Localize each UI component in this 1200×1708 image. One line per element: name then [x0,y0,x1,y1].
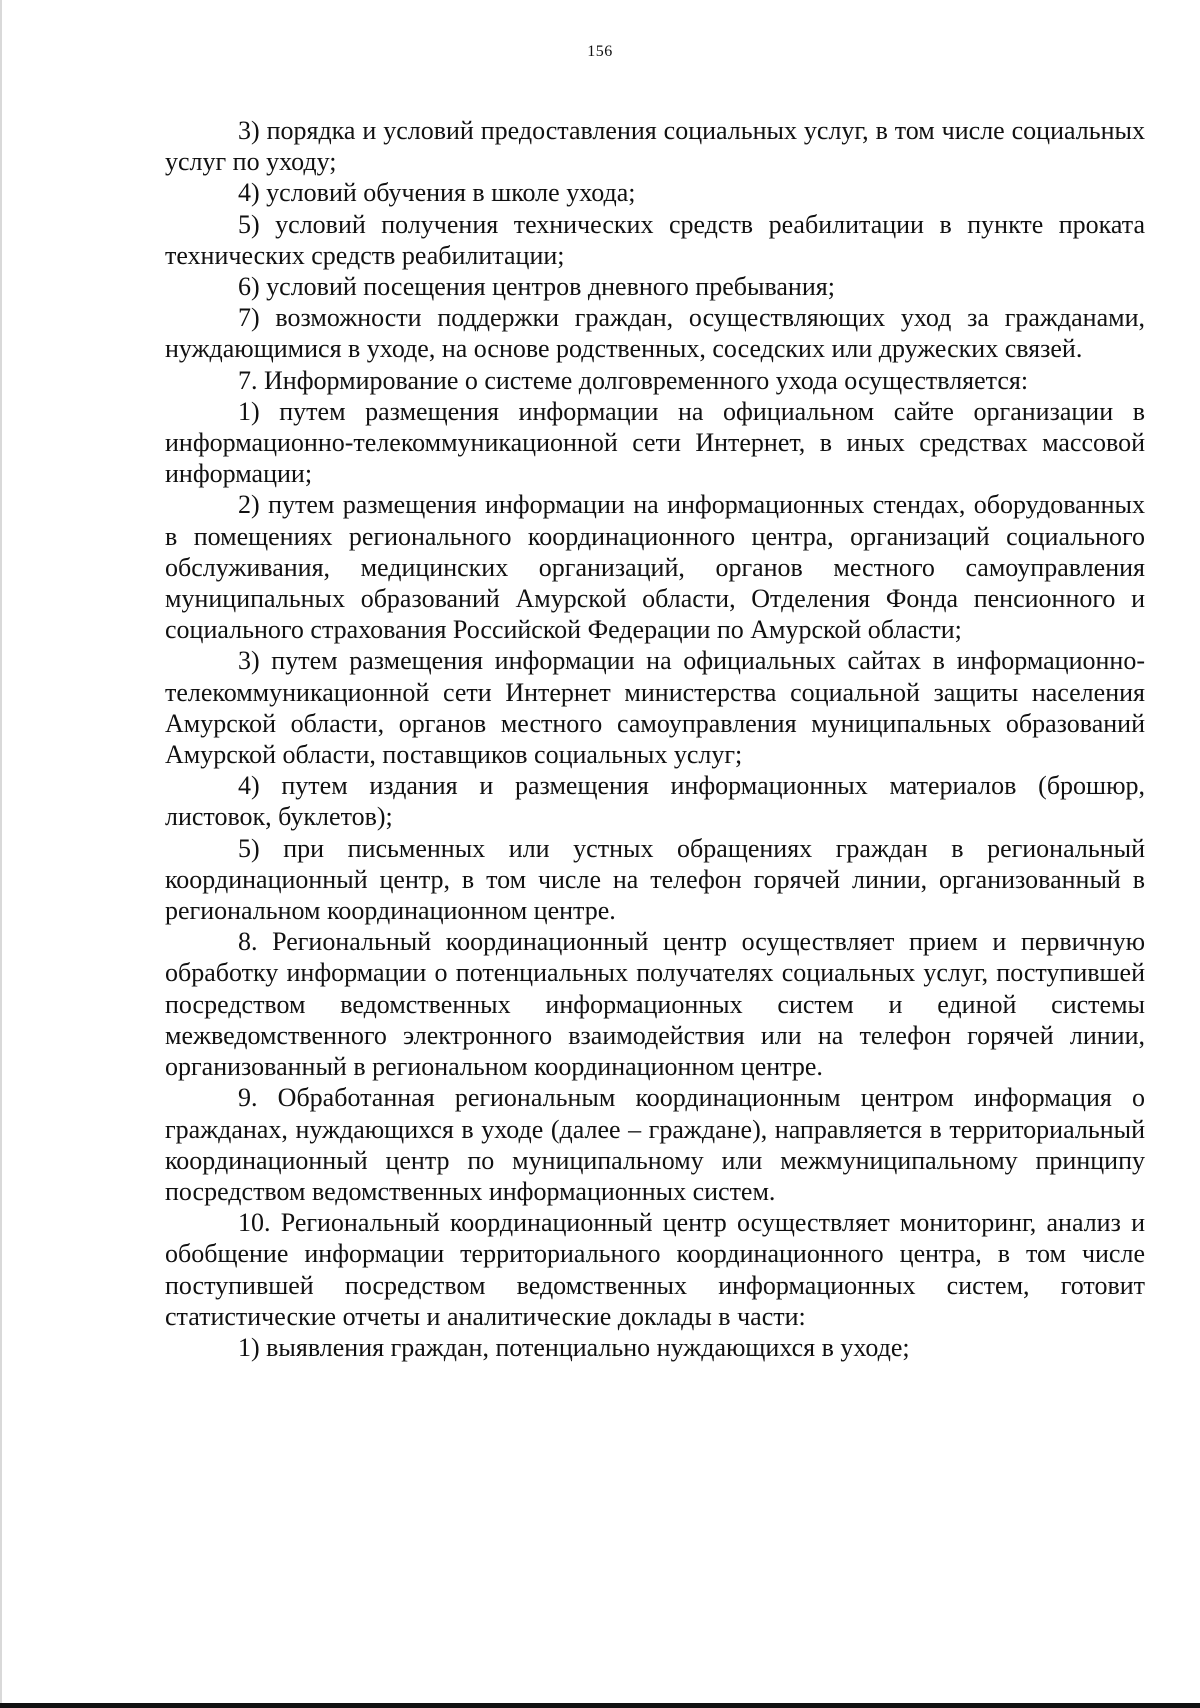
paragraph: 6) условий посещения центров дневного пребывания; [238,272,835,302]
paragraph: 4) условий обучения в школе ухода; [238,178,636,208]
paragraph: 8. Региональный координационный центр осуществляет прием и первичную обработку информации о потенциальных получателях социальных услуг, поступившей посредством ведомственных информационных систем и единой системы межведомственного электронного взаимодействия или на телефон горячей линии, организованный в региональном координационном центре. [165,927,1145,1082]
paragraph: 7. Информирование о системе долговременного ухода осуществляется: [238,365,1029,395]
paragraph: 7) возможности поддержки граждан, осуществляющих уход за гражданами, нуждающимися в уходе, на основе родственных, соседских или дружеских связей. [165,303,1145,364]
paragraph: 10. Региональный координационный центр осуществляет мониторинг, анализ и обобщение информации территориального координационного центра, в том числе поступившей посредством ведомственных информационных систем, готовит статистические отчеты и аналитические доклады в части: [165,1208,1145,1331]
paragraph: 5) условий получения технических средств реабилитации в пункте проката технических средств реабилитации; [165,209,1145,270]
paragraph: 1) путем размещения информации на официальном сайте организации в информационно-телекоммуникационной сети Интернет, в иных средствах массовой информации; [165,396,1145,489]
paragraph: 9. Обработанная региональным координационным центром информация о гражданах, нуждающихся в уходе (далее – граждане), направляется в территориальный координационный центр по муниципальному или межмуниципальному принципу посредством ведомственных информационных систем. [165,1083,1145,1206]
document-body [165,115,1145,1363]
paragraph: 2) путем размещения информации на информационных стендах, оборудованных в помещениях регионального координационного центра, организаций социального обслуживания, медицинских организаций, органов местного самоуправления муниципальных образований Амурской области, Отделения Фонда пенсионного и социального страхования Российской Федерации по Амурской области; [165,490,1145,645]
scan-left-edge [0,0,2,1708]
scan-bottom-edge [0,1703,1200,1708]
paragraph: 4) путем издания и размещения информационных материалов (брошюр, листовок, буклетов); [165,771,1145,832]
paragraph: 3) порядка и условий предоставления социальных услуг, в том числе социальных услуг по уходу; [165,116,1145,177]
paragraph: 3) путем размещения информации на официальных сайтах в информационно-телекоммуникационной сети Интернет министерства социальной защиты населения Амурской области, органов местного самоуправления муниципальных образований Амурской области, поставщиков социальных услуг; [165,646,1145,770]
paragraph: 1) выявления граждан, потенциально нуждающихся в уходе; [238,1332,910,1362]
paragraph: 5) при письменных или устных обращениях граждан в региональный координационный центр, в том числе на телефон горячей линии, организованный в региональном координационном центре. [165,833,1145,926]
page-number: 156 [587,43,613,60]
